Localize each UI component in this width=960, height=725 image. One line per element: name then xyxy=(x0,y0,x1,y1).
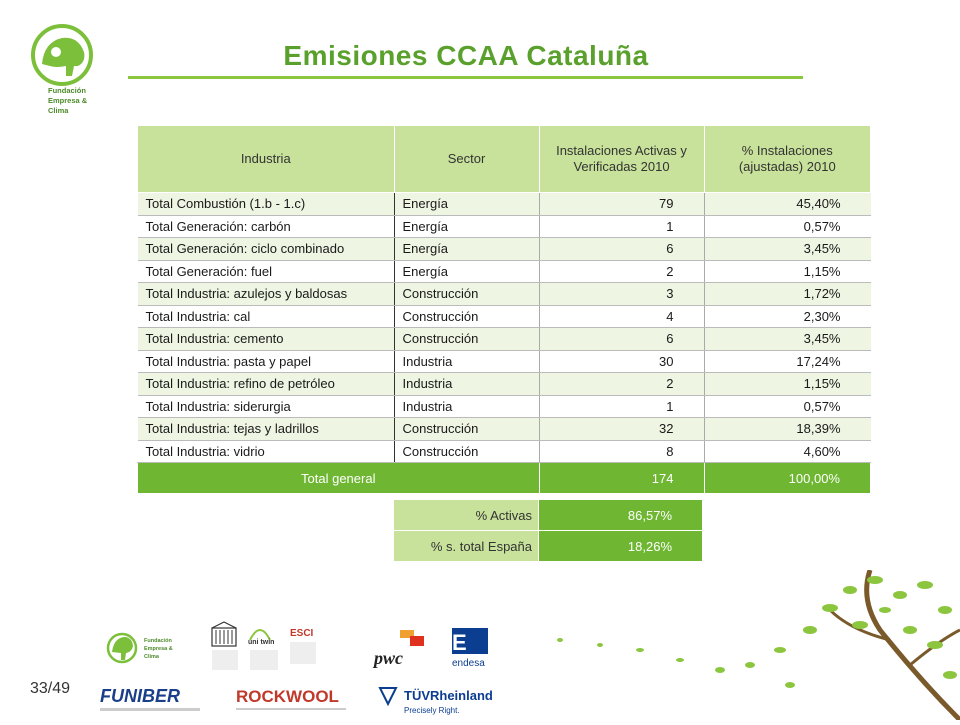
cell-instalaciones: 8 xyxy=(539,440,704,463)
svg-text:E: E xyxy=(452,630,467,655)
cell-industria: Total Industria: vidrio xyxy=(138,440,395,463)
cell-sector: Industria xyxy=(394,373,539,396)
cell-sector: Industria xyxy=(394,395,539,418)
summary-table xyxy=(393,499,703,562)
small-logo-text-1: Fundación xyxy=(144,638,172,644)
decorative-tree xyxy=(530,570,960,720)
cell-instalaciones: 3 xyxy=(539,283,704,306)
total-label: Total general xyxy=(138,463,540,494)
esci-text: ESCI xyxy=(290,628,314,639)
esci-icon xyxy=(290,642,316,664)
activas-row xyxy=(394,500,703,531)
cell-industria: Total Generación: carbón xyxy=(138,215,395,238)
header-industria: Industria xyxy=(138,126,395,193)
cell-pct: 1,72% xyxy=(704,283,871,306)
cell-industria: Total Generación: ciclo combinado xyxy=(138,238,395,261)
cell-instalaciones: 1 xyxy=(539,395,704,418)
unitwin-text: uni twin xyxy=(248,639,275,646)
cell-pct: 0,57% xyxy=(704,215,871,238)
cell-instalaciones: 30 xyxy=(539,350,704,373)
table-row xyxy=(138,193,871,216)
cell-sector: Industria xyxy=(394,350,539,373)
tuv-icon xyxy=(380,688,396,704)
cell-instalaciones: 6 xyxy=(539,328,704,351)
cell-pct: 3,45% xyxy=(704,328,871,351)
cell-industria: Total Industria: azulejos y baldosas xyxy=(138,283,395,306)
cell-industria: Total Combustión (1.b - 1.c) xyxy=(138,193,395,216)
table-row xyxy=(138,283,871,306)
total-row xyxy=(138,463,871,494)
funiber-text: FUNIBER xyxy=(100,686,180,706)
total-pct: 100,00% xyxy=(704,463,871,494)
table-row xyxy=(138,418,871,441)
cell-pct: 4,60% xyxy=(704,440,871,463)
cell-industria: Total Industria: tejas y ladrillos xyxy=(138,418,395,441)
table-row xyxy=(138,238,871,261)
cell-pct: 0,57% xyxy=(704,395,871,418)
endesa-text: endesa xyxy=(452,658,485,669)
table-row xyxy=(138,215,871,238)
table-row xyxy=(138,260,871,283)
cell-sector: Construcción xyxy=(394,305,539,328)
cell-industria: Total Industria: cal xyxy=(138,305,395,328)
cell-pct: 17,24% xyxy=(704,350,871,373)
cell-industria: Total Industria: pasta y papel xyxy=(138,350,395,373)
tree-logo-icon xyxy=(28,24,98,86)
tuv-tagline: Precisely Right. xyxy=(404,706,460,715)
cell-instalaciones: 79 xyxy=(539,193,704,216)
cell-instalaciones: 1 xyxy=(539,215,704,238)
cell-pct: 3,45% xyxy=(704,238,871,261)
logo-line-3: Clima xyxy=(48,106,69,115)
logo-line-2: Empresa & xyxy=(48,96,88,105)
total-count: 174 xyxy=(539,463,704,494)
table-row xyxy=(138,395,871,418)
activas-label: % Activas xyxy=(394,500,539,531)
logo-text xyxy=(48,86,87,116)
cell-industria: Total Industria: cemento xyxy=(138,328,395,351)
cell-industria: Total Industria: siderurgia xyxy=(138,395,395,418)
tuv-text: TÜVRheinland xyxy=(404,688,493,703)
spain-label: % s. total España xyxy=(394,531,539,562)
table-body xyxy=(138,193,871,463)
cell-sector: Energía xyxy=(394,215,539,238)
tree-branch-icon xyxy=(530,570,960,720)
cell-pct: 2,30% xyxy=(704,305,871,328)
cell-sector: Energía xyxy=(394,238,539,261)
table-row xyxy=(138,305,871,328)
header-pct-instalaciones: % Instalaciones (ajustadas) 2010 xyxy=(704,126,871,193)
rockwool-text: ROCKWOOL xyxy=(236,687,339,706)
cell-sector: Energía xyxy=(394,260,539,283)
sponsor-logos xyxy=(100,620,500,720)
title-underline xyxy=(128,76,803,79)
header-sector: Sector xyxy=(394,126,539,193)
cell-instalaciones: 32 xyxy=(539,418,704,441)
spain-value: 18,26% xyxy=(539,531,703,562)
header-instalaciones: Instalaciones Activas y Verificadas 2010 xyxy=(539,126,704,193)
cell-pct: 1,15% xyxy=(704,373,871,396)
cell-sector: Energía xyxy=(394,193,539,216)
small-logo-text-3: Clima xyxy=(144,654,159,660)
table-row xyxy=(138,373,871,396)
emissions-table xyxy=(137,125,871,494)
cell-industria: Total Generación: fuel xyxy=(138,260,395,283)
cell-pct: 45,40% xyxy=(704,193,871,216)
pwc-text: pwc xyxy=(374,648,403,668)
table-row xyxy=(138,440,871,463)
table-row xyxy=(138,350,871,373)
page-title: Emisiones CCAA Cataluña xyxy=(283,40,649,71)
cell-industria: Total Industria: refino de petróleo xyxy=(138,373,395,396)
cell-instalaciones: 6 xyxy=(539,238,704,261)
cell-sector: Construcción xyxy=(394,283,539,306)
sponsor-logos-svg xyxy=(100,620,500,720)
cell-pct: 18,39% xyxy=(704,418,871,441)
page-number: 33/49 xyxy=(30,680,71,697)
activas-value: 86,57% xyxy=(539,500,703,531)
cell-pct: 1,15% xyxy=(704,260,871,283)
cell-instalaciones: 2 xyxy=(539,260,704,283)
logo-line-1: Fundación xyxy=(48,86,86,95)
cell-sector: Construcción xyxy=(394,440,539,463)
small-logo-text-2: Empresa & xyxy=(144,646,173,652)
cell-instalaciones: 4 xyxy=(539,305,704,328)
cell-sector: Construcción xyxy=(394,418,539,441)
cell-instalaciones: 2 xyxy=(539,373,704,396)
spain-row xyxy=(394,531,703,562)
table-header-row xyxy=(138,126,871,193)
cell-sector: Construcción xyxy=(394,328,539,351)
table-row xyxy=(138,328,871,351)
